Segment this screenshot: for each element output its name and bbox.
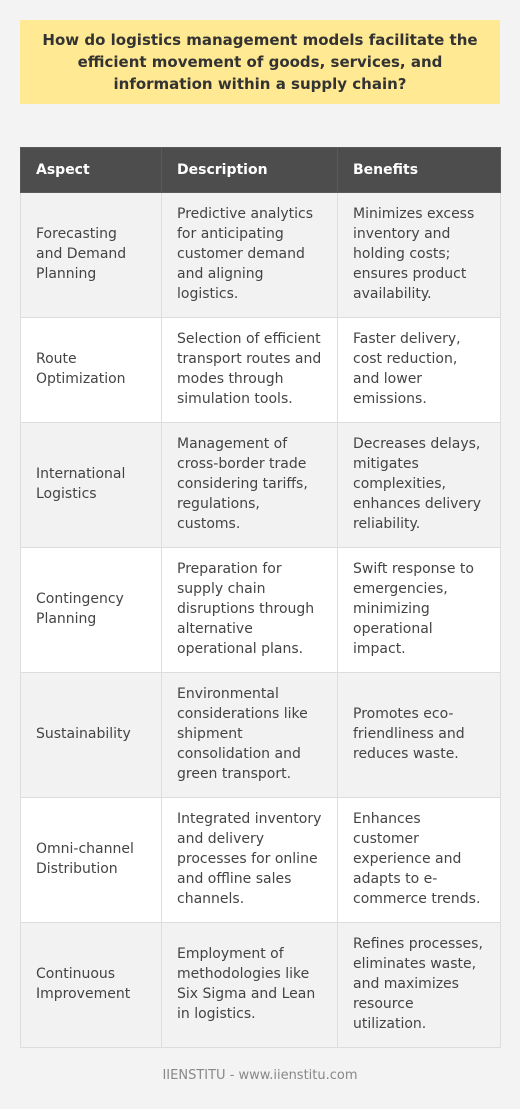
table-row bbox=[21, 798, 501, 923]
aspect-cell: Continuous Improvement bbox=[21, 923, 162, 1048]
column-header-description: Description bbox=[162, 148, 338, 193]
table-row bbox=[21, 548, 501, 673]
question-banner bbox=[20, 20, 500, 104]
table-row bbox=[21, 193, 501, 318]
benefits-cell: Swift response to emergencies, minimizing operational impact. bbox=[338, 548, 501, 673]
column-header-benefits: Benefits bbox=[338, 148, 501, 193]
benefits-cell: Decreases delays, mitigates complexities, enhances delivery reliability. bbox=[338, 423, 501, 548]
description-cell: Employment of methodologies like Six Sigma and Lean in logistics. bbox=[162, 923, 338, 1048]
aspect-cell: Omni-channel Distribution bbox=[21, 798, 162, 923]
table-row bbox=[21, 423, 501, 548]
footer-credit: IIENSTITU - www.iienstitu.com bbox=[162, 1068, 358, 1083]
aspect-cell: Forecasting and Demand Planning bbox=[21, 193, 162, 318]
benefits-cell: Enhances customer experience and adapts to e-commerce trends. bbox=[338, 798, 501, 923]
table-row bbox=[21, 923, 501, 1048]
benefits-cell: Promotes eco-friendliness and reduces waste. bbox=[338, 673, 501, 798]
benefits-cell: Faster delivery, cost reduction, and lower emissions. bbox=[338, 318, 501, 423]
aspects-table bbox=[20, 147, 501, 1048]
description-cell: Preparation for supply chain disruptions through alternative operational plans. bbox=[162, 548, 338, 673]
description-cell: Predictive analytics for anticipating customer demand and aligning logistics. bbox=[162, 193, 338, 318]
aspect-cell: International Logistics bbox=[21, 423, 162, 548]
description-cell: Integrated inventory and delivery processes for online and offline sales channels. bbox=[162, 798, 338, 923]
aspect-cell: Contingency Planning bbox=[21, 548, 162, 673]
benefits-cell: Refines processes, eliminates waste, and maximizes resource utilization. bbox=[338, 923, 501, 1048]
description-cell: Environmental considerations like shipment consolidation and green transport. bbox=[162, 673, 338, 798]
benefits-cell: Minimizes excess inventory and holding costs; ensures product availability. bbox=[338, 193, 501, 318]
aspect-cell: Route Optimization bbox=[21, 318, 162, 423]
column-header-aspect: Aspect bbox=[21, 148, 162, 193]
description-cell: Management of cross-border trade considering tariffs, regulations, customs. bbox=[162, 423, 338, 548]
table-row bbox=[21, 673, 501, 798]
aspect-cell: Sustainability bbox=[21, 673, 162, 798]
table-row bbox=[21, 318, 501, 423]
table-header-row bbox=[21, 148, 501, 193]
question-text: How do logistics management models facilitate the efficient movement of goods, services, and information within a supply chain? bbox=[42, 31, 478, 93]
description-cell: Selection of efficient transport routes and modes through simulation tools. bbox=[162, 318, 338, 423]
